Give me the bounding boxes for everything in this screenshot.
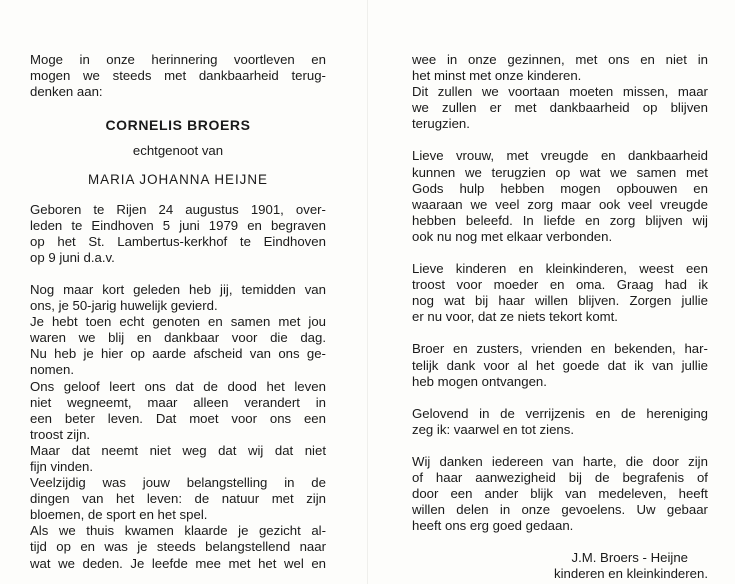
spouse-name: MARIA JOHANNA HEIJNE [88, 172, 268, 188]
text-line: Gelovend in de verrijzenis en de hereniging [412, 405, 708, 421]
text-line: Nu heb je hier op aarde afscheid van ons ge- [30, 346, 326, 362]
text-line: nomen. [30, 362, 74, 378]
text-line: Gods hulp hebben mogen opbouwen en [412, 180, 708, 196]
center-fold [367, 0, 368, 584]
text-line: Nog maar kort geleden heb jij, temidden van [30, 281, 326, 297]
text-line: troost voor moeder en oma. Graag had ik [412, 277, 708, 293]
right-column [412, 52, 708, 583]
text-line: Lieve vrouw, met vreugde en dankbaarheid [412, 148, 708, 164]
text-line: bloemen, de sport en het spel. [30, 507, 208, 523]
paragraph-2 [412, 148, 708, 245]
text-line: fijn vinden. [30, 458, 94, 474]
text-line: Lieve kinderen en kleinkinderen, weest een [412, 261, 708, 277]
text-line: op 9 juni d.a.v. [30, 249, 115, 265]
text-line: Ons geloof leert ons dat de dood het leven [30, 378, 326, 394]
text-line: terugzien. [412, 116, 470, 132]
text-line: wat we deden. Je leefde mee met het wel en [30, 555, 326, 571]
signature-subtitle: kinderen en kleinkinderen. [554, 566, 708, 582]
text-line: Veelzijdig was jouw belangstelling in de [30, 475, 326, 491]
text-line: nog wat bij haar willen blijven. Zorgen jullie [412, 293, 708, 309]
text-line: waaraan we veel zorg maar ook veel vreugde [412, 196, 708, 212]
text-line: ons, je 50-jarig huwelijk gevierd. [30, 298, 218, 314]
text-line: Wij danken iedereen van harte, die door zijn [412, 453, 708, 469]
body-paragraph [30, 282, 326, 572]
text-line: dingen van het leven: de natuur met zijn [30, 491, 326, 507]
text-line: niet wegneemt, maar alleen verandert in [30, 394, 326, 410]
text-line: Dit zullen we voortaan moeten missen, maar [412, 84, 708, 100]
paragraph-4 [412, 341, 708, 389]
text-line: willen delen in onze gevoelens. Uw gebaar [412, 502, 708, 518]
deceased-name: CORNELIS BROERS [105, 117, 251, 134]
text-line: het minst met onze kinderen. [412, 68, 582, 84]
text-line: zeg ik: vaarwel en tot ziens. [412, 421, 574, 437]
text-line: er nu voor, dat ze niets tekort komt. [412, 309, 618, 325]
text-line: troost zijn. [30, 426, 91, 442]
text-line: of haar aanwezigheid bij de begrafenis of [412, 469, 708, 485]
text-line: heeft ons erg goed gedaan. [412, 518, 574, 534]
text-line: wee in onze gezinnen, met ons en niet in [412, 52, 708, 67]
left-column [30, 52, 326, 572]
text-line: Geboren te Rijen 24 augustus 1901, over- [30, 201, 326, 217]
text-line: waren we blij en dankbaar voor die dag. [30, 330, 326, 346]
paragraph-5 [412, 406, 708, 438]
text-line: Moge in onze herinnering voortleven en [30, 52, 326, 67]
text-line: door een ander blijk van medeleven, heeft [412, 486, 708, 502]
spouse-intro: echtgenoot van [132, 143, 224, 159]
text-line: telijk dank voor al het goede dat ik van jullie [412, 357, 708, 373]
text-line: mogen we steeds met dankbaarheid terug- [30, 68, 326, 84]
text-line: op het St. Lambertus-kerkhof te Eindhoven [30, 233, 326, 249]
text-line: leden te Eindhoven 5 juni 1979 en begraven [30, 217, 326, 233]
text-line: tijd op en was je steeds belangstellend naar [30, 539, 326, 555]
text-line: Je hebt toen echt genoten en samen met jou [30, 314, 326, 330]
paragraph-6 [412, 454, 708, 534]
text-line: we zullen er met dankbaarheid op blijven [412, 100, 708, 116]
birth-death-paragraph [30, 202, 326, 266]
paragraph-1 [412, 52, 708, 132]
paragraph-3 [412, 261, 708, 325]
text-line: kunnen we terugzien op wat we samen met [412, 164, 708, 180]
text-line: hebben beleefd. In liefde en zorg blijven wij [412, 212, 708, 228]
text-line: heb mogen ontvangen. [412, 373, 547, 389]
intro-paragraph [30, 52, 326, 100]
text-line: ook nu nog met elkaar verbonden. [412, 228, 613, 244]
text-line: een beter leven. Dat moet voor ons een [30, 410, 326, 426]
text-line: Maar dat neemt niet weg dat wij dat niet [30, 442, 326, 458]
text-line: Als we thuis kwamen klaarde je gezicht al- [30, 523, 326, 539]
signature-name: J.M. Broers - Heijne [571, 550, 688, 566]
text-line: Broer en zusters, vrienden en bekenden, har- [412, 341, 708, 357]
text-line: denken aan: [30, 84, 103, 100]
